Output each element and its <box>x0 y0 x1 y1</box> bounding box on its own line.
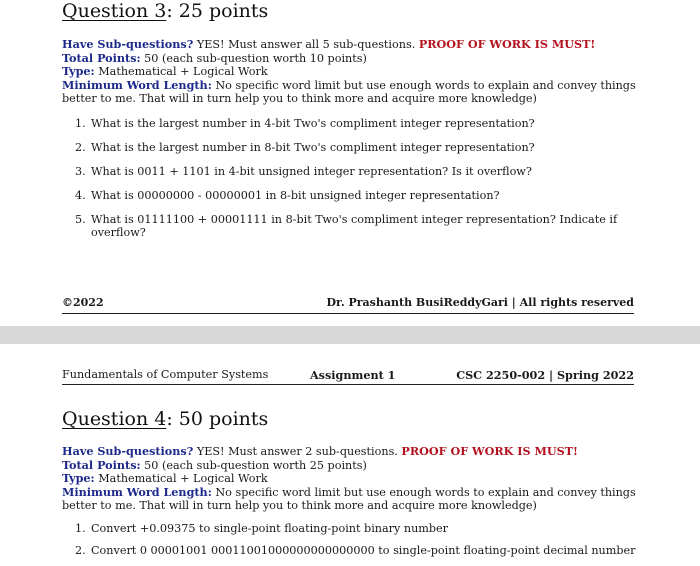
item-number: 2. <box>75 141 86 154</box>
list-item <box>75 141 640 165</box>
question-3-points: : 25 points <box>166 0 269 22</box>
item-number: 2. <box>75 544 86 557</box>
list-item <box>75 189 640 213</box>
subquestions-text: YES! Must answer 2 sub-questions. <box>193 445 402 458</box>
item-number: 5. <box>75 213 86 226</box>
course-name: Fundamentals of Computer Systems <box>62 368 269 381</box>
type-text: Mathematical + Logical Work <box>94 65 268 79</box>
page-footer <box>62 296 634 309</box>
subquestions-label: Have Sub-questions? <box>62 444 194 458</box>
page-gap <box>0 326 700 344</box>
subquestions-text: YES! Must answer all 5 sub-questions. <box>193 38 419 51</box>
rights-text: Dr. Prashanth BusiReddyGari | All rights reserved <box>326 296 634 309</box>
question-3-number: Question 3 <box>62 0 167 22</box>
subquestions-line <box>62 38 637 52</box>
footer-rule <box>62 313 634 314</box>
item-number: 4. <box>75 189 86 202</box>
item-text: What is 00000000 - 00000001 in 8-bit unsigned integer representation? <box>91 189 500 202</box>
question-4-meta <box>62 445 637 513</box>
assignment-name: Assignment 1 <box>310 368 396 382</box>
subquestions-line <box>62 445 637 459</box>
word-length-line <box>62 79 637 106</box>
list-item <box>75 117 640 141</box>
word-length-label: Minimum Word Length: <box>62 77 212 92</box>
total-points-label: Total Points: <box>62 457 141 472</box>
list-item <box>75 165 640 189</box>
item-number: 1. <box>75 117 86 130</box>
item-text: What is the largest number in 8-bit Two's compliment integer representation? <box>91 141 535 154</box>
type-label: Type: <box>62 471 95 486</box>
type-text: Mathematical + Logical Work <box>94 472 268 486</box>
list-item <box>75 213 640 237</box>
course-section: CSC 2250-002 | Spring 2022 <box>456 368 634 382</box>
page-lower <box>0 344 700 560</box>
item-text: Convert +0.09375 to single-point floating-point binary number <box>91 522 449 535</box>
total-points-label: Total Points: <box>62 50 141 65</box>
copyright-text: ©2022 <box>62 296 104 309</box>
word-length-label: Minimum Word Length: <box>62 484 212 499</box>
proof-notice: PROOF OF WORK IS MUST! <box>401 444 578 458</box>
list-item <box>75 544 640 566</box>
question-3-meta <box>62 38 637 106</box>
item-text: What is 01111100 + 00001111 in 8-bit Two's compliment integer representation? Indicate if overflow? <box>91 213 618 239</box>
question-3-title <box>62 0 268 22</box>
type-line <box>62 65 637 79</box>
total-points-text: 50 (each sub-question worth 10 points) <box>140 51 367 65</box>
question-3-list <box>75 117 640 237</box>
total-points-line <box>62 459 637 473</box>
question-4-list <box>75 522 640 566</box>
list-item <box>75 522 640 544</box>
item-text: What is 0011 + 1101 in 4-bit unsigned integer representation? Is it overflow? <box>91 165 532 178</box>
type-label: Type: <box>62 64 95 79</box>
word-length-text: No specific word limit but use enough words to explain and convey things better to me. That will in turn help you to think more and acquire more knowledge) <box>62 78 636 106</box>
question-4-number: Question 4 <box>62 408 167 430</box>
total-points-line <box>62 52 637 66</box>
item-text: What is the largest number in 4-bit Two's compliment integer representation? <box>91 117 535 130</box>
total-points-text: 50 (each sub-question worth 25 points) <box>140 458 367 472</box>
word-length-line <box>62 486 637 513</box>
item-number: 3. <box>75 165 86 178</box>
word-length-text: No specific word limit but use enough words to explain and convey things better to me. That will in turn help you to think more and acquire more knowledge) <box>62 485 636 513</box>
item-number: 1. <box>75 522 86 535</box>
type-line <box>62 472 637 486</box>
question-4-points: : 50 points <box>166 408 269 430</box>
proof-notice: PROOF OF WORK IS MUST! <box>418 37 596 51</box>
question-4-title <box>62 408 268 430</box>
header-rule <box>62 384 634 385</box>
subquestions-label: Have Sub-questions? <box>62 37 194 51</box>
item-text: Convert 0 00001001 00011001000000000000000 to single-point floating-point decimal number <box>91 544 636 557</box>
